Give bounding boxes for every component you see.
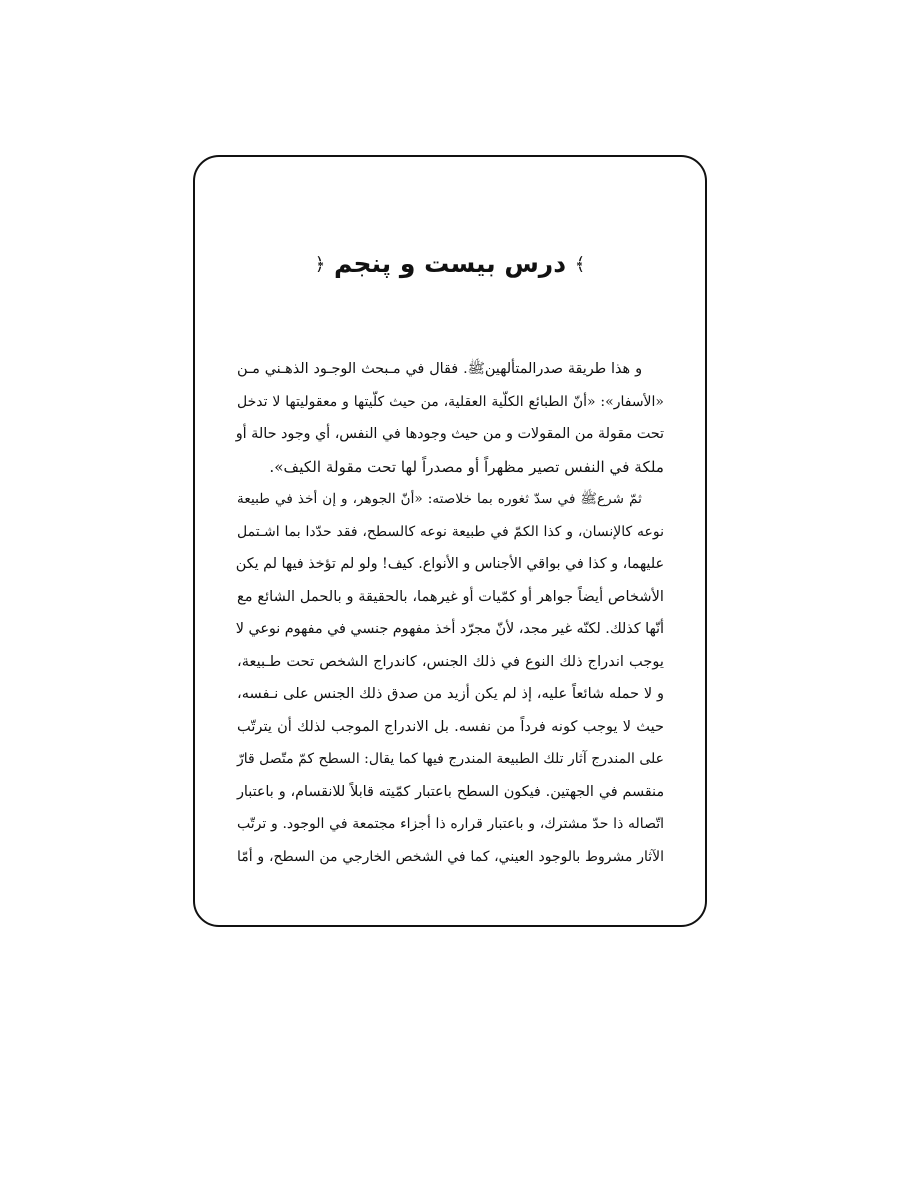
- lesson-title-text: درس بیست و پنجم: [333, 249, 567, 278]
- text-line: نوعه كالإنسان، و كذا الكمّ في طبيعة نوعه كالسطح، فقد حدّدا بما اشـتمل: [237, 523, 664, 540]
- paragraph-2: [237, 483, 664, 873]
- text-line: و لا حمله شائعاً عليه، إذ لم يكن أزيد من صدق ذلك الجنس على نـفسه،: [237, 685, 664, 702]
- text-line: و هذا طريقة صدرالمتألهين‌ﷺ. فقال في مـبحث الوجـود الذهـني مـن: [237, 361, 642, 377]
- paragraph-1: [237, 353, 664, 483]
- text-line: الأشخاص أيضاً جواهر أو كمّيات أو غيرهما، بالحقيقة و بالحمل الشائع مع: [237, 587, 664, 605]
- text-line: منقسم في الجهتين. فيكون السطح باعتبار كمّيته قابلاً للانقسام، و باعتبار: [237, 783, 664, 800]
- text-line: عليهما، و كذا في بواقي الأجناس و الأنواع. كيف! ولو لم تؤخذ فيها لم يكن: [235, 556, 664, 572]
- text-line: ملكة في النفس تصير مظهراً أو مصدراً لها تحت مقولة الكيف».: [269, 457, 664, 476]
- text-line: ثمّ شرع‌ﷺ في سدّ ثغوره بما خلاصته: «أنّ الجوهر، و إن أخذ في طبيعة: [237, 491, 642, 507]
- text-line: «الأسفار»: «أنّ الطبائع الكلّية العقلية، من حيث كلّيتها و معقوليتها لا تدخل: [237, 393, 664, 410]
- title-ornament-left: ﴿: [314, 254, 326, 275]
- title-ornament-right: ﴾: [574, 254, 586, 275]
- text-line: على المندرج آثار تلك الطبيعة المندرج فيها كما يقال: السطح كمّ متّصل قارّ: [237, 751, 664, 767]
- text-line: أنّها كذلك. لكنّه غير مجد، لأنّ مجرّد أخذ مفهوم جنسي في مفهوم نوعي لا: [235, 621, 664, 637]
- body-text: [237, 353, 664, 873]
- text-line: اتّصاله ذا حدّ مشترك، و باعتبار قراره ذا أجزاء مجتمعة في الوجود. و ترتّب: [237, 816, 664, 832]
- text-line: حيث لا يوجب كونه فرداً من نفسه. بل الاندراج الموجب لذلك أن يترتّب: [237, 717, 664, 735]
- text-line: يوجب اندراج ذلك النوع في ذلك الجنس، كاندراج الشخص تحت طـبيعة،: [237, 652, 664, 670]
- text-line: الآثار مشروط بالوجود العيني، كما في الشخص الخارجي من السطح، و أمّا: [237, 848, 664, 865]
- text-line: تحت مقولة من المقولات و من حيث وجودها في النفس، أي وجود حالة أو: [235, 426, 664, 442]
- lesson-title: [193, 244, 707, 285]
